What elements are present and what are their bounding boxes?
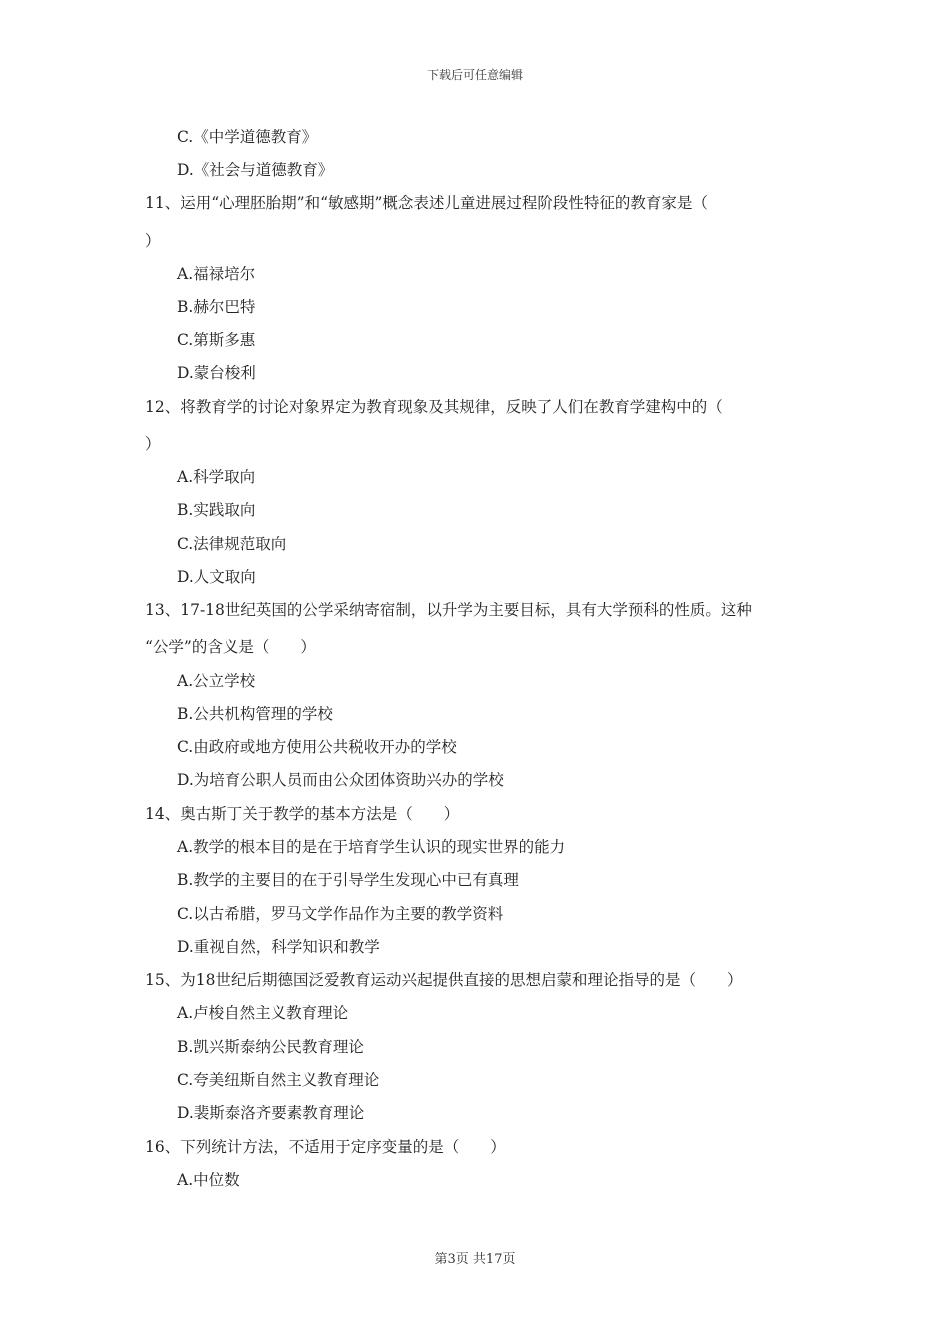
option-line: A.科学取向 bbox=[177, 468, 256, 486]
option-line: D.蒙台梭利 bbox=[177, 364, 256, 382]
option-line: D.《社会与道德教育》 bbox=[177, 161, 334, 179]
page-footer: 第3页 共17页 bbox=[434, 1252, 516, 1267]
option-line: C.法律规范取向 bbox=[177, 535, 287, 553]
question-continued: ） bbox=[145, 232, 161, 250]
option-line: D.人文取向 bbox=[177, 568, 256, 586]
option-line: A.教学的根本目的是在于培育学生认识的现实世界的能力 bbox=[177, 838, 566, 856]
option-line: B.公共机构管理的学校 bbox=[177, 705, 333, 723]
question-line: 14、奥古斯丁关于教学的基本方法是（ ） bbox=[145, 805, 460, 823]
question-line: 13、17-18世纪英国的公学采纳寄宿制，以升学为主要目标，具有大学预科的性质。这种 bbox=[145, 601, 752, 619]
option-line: A.卢梭自然主义教育理论 bbox=[177, 1004, 349, 1022]
page-header: 下载后可任意编辑 bbox=[426, 68, 523, 82]
option-line: A.福禄培尔 bbox=[177, 265, 256, 283]
option-line: B.凯兴斯泰纳公民教育理论 bbox=[177, 1038, 364, 1056]
question-continued: ） bbox=[145, 435, 161, 453]
option-line: C.夸美纽斯自然主义教育理论 bbox=[177, 1071, 380, 1089]
option-line: A.中位数 bbox=[177, 1171, 240, 1189]
question-continued: “公学”的含义是（ ） bbox=[145, 638, 316, 656]
option-line: A.公立学校 bbox=[177, 672, 256, 690]
option-line: D.重视自然，科学知识和教学 bbox=[177, 938, 380, 956]
option-line: C.以古希腊，罗马文学作品作为主要的教学资料 bbox=[177, 905, 504, 923]
option-line: C.第斯多惠 bbox=[177, 331, 256, 349]
option-line: B.实践取向 bbox=[177, 501, 256, 519]
question-line: 11、运用“心理胚胎期”和“敏感期”概念表述儿童进展过程阶段性特征的教育家是（ bbox=[145, 194, 708, 212]
question-line: 12、将教育学的讨论对象界定为教育现象及其规律，反映了人们在教育学建构中的（ bbox=[145, 398, 723, 416]
option-line: C.由政府或地方使用公共税收开办的学校 bbox=[177, 738, 457, 756]
question-line: 15、为18世纪后期德国泛爱教育运动兴起提供直接的思想启蒙和理论指导的是（ ） bbox=[145, 971, 743, 989]
option-line: B.教学的主要目的在于引导学生发现心中已有真理 bbox=[177, 871, 519, 889]
question-line: 16、下列统计方法，不适用于定序变量的是（ ） bbox=[145, 1138, 506, 1156]
option-line: D.为培育公职人员而由公众团体资助兴办的学校 bbox=[177, 771, 504, 789]
option-line: C.《中学道德教育》 bbox=[177, 128, 318, 146]
option-line: B.赫尔巴特 bbox=[177, 298, 256, 316]
option-line: D.裴斯泰洛齐要素教育理论 bbox=[177, 1104, 365, 1122]
